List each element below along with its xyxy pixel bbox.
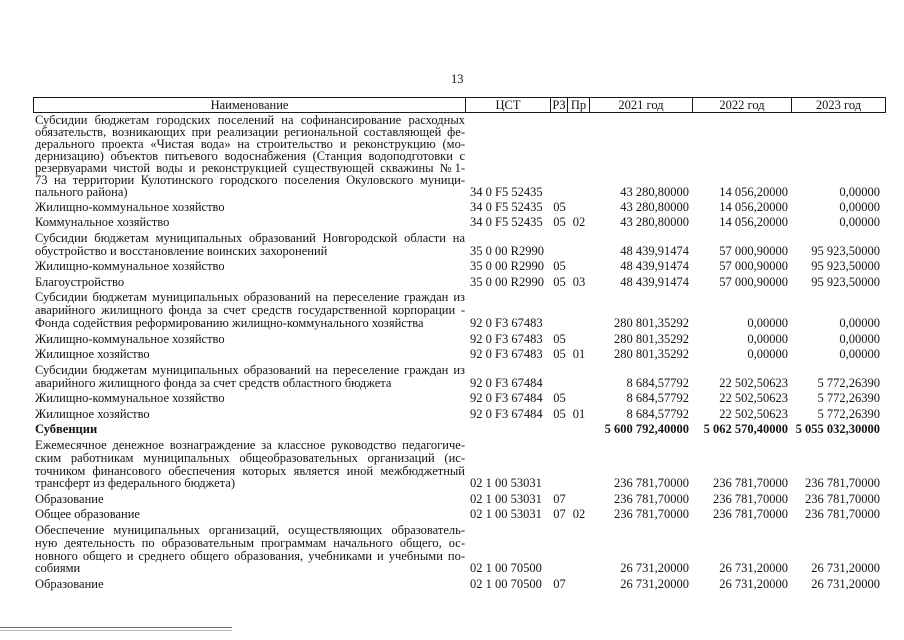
cst-code: 92 0 F3 67484 bbox=[470, 391, 543, 406]
table-row bbox=[34, 577, 886, 593]
rz-code: 07 bbox=[553, 577, 566, 591]
value-2022: 236 781,70000 bbox=[713, 491, 788, 506]
name-line: Обеспечение муниципальных организаций, осуществляющих образователь- bbox=[35, 523, 465, 538]
name-line: Коммунальное хозяйство bbox=[35, 215, 170, 230]
table-row bbox=[34, 215, 886, 231]
row-name bbox=[34, 276, 466, 289]
rz-code: 05 bbox=[553, 347, 566, 362]
value-2023: 5 772,26390 bbox=[817, 406, 880, 421]
name-line: аварийного жилищного фонда за счет средств областного бюджета bbox=[35, 375, 392, 390]
table-row bbox=[34, 362, 886, 390]
name-line: пального района) bbox=[35, 185, 128, 199]
value-2021: 8 684,57792 bbox=[626, 406, 689, 421]
pr-code: 01 bbox=[572, 406, 586, 421]
row-name bbox=[34, 364, 466, 390]
value-2021: 8 684,57792 bbox=[626, 391, 689, 406]
table-row bbox=[34, 113, 886, 199]
value-2021: 8 684,57792 bbox=[626, 375, 689, 390]
table-row bbox=[34, 438, 886, 492]
name-line: ским работникам муниципальных общеобразовательных организаций (ис- bbox=[35, 450, 465, 465]
value-2022: 5 062 570,40000 bbox=[703, 422, 788, 437]
value-2023: 5 772,26390 bbox=[817, 391, 880, 406]
name-line: аварийного жилищного фонда за счет средств государственной корпорации - bbox=[35, 303, 465, 318]
cst-code: 02 1 00 53031 bbox=[470, 476, 542, 491]
row-name bbox=[34, 201, 466, 214]
scan-edge-line bbox=[0, 630, 232, 631]
name-line: собиями bbox=[35, 561, 81, 576]
column-header-name: Наименование bbox=[34, 98, 466, 112]
row-name bbox=[34, 216, 466, 229]
name-line: Субсидии бюджетам муниципальных образований Новгородской области на bbox=[35, 230, 465, 245]
name-line: Образование bbox=[35, 577, 104, 591]
table-row bbox=[34, 199, 886, 215]
value-2023: 0,00000 bbox=[839, 347, 880, 362]
name-line: Жилищно-коммунальное хозяйство bbox=[35, 199, 225, 214]
rz-code: 05 bbox=[553, 199, 566, 214]
value-2021: 236 781,70000 bbox=[614, 507, 689, 522]
page-number: 13 bbox=[451, 72, 464, 86]
value-2021: 43 280,80000 bbox=[620, 185, 689, 199]
value-2022: 22 502,50623 bbox=[719, 406, 788, 421]
value-2022: 236 781,70000 bbox=[713, 476, 788, 491]
table-body bbox=[33, 113, 886, 592]
table-row bbox=[34, 275, 886, 291]
name-line: дерального проекта «Чистая вода» на строительство и реконструкцию (мо- bbox=[35, 137, 465, 151]
row-name bbox=[34, 493, 466, 506]
value-2021: 280 801,35292 bbox=[614, 347, 689, 362]
column-header-2022: 2022 год bbox=[693, 98, 792, 112]
value-2023: 236 781,70000 bbox=[805, 491, 880, 506]
value-2022: 57 000,90000 bbox=[719, 274, 788, 289]
value-2021: 280 801,35292 bbox=[614, 316, 689, 331]
name-line: Жилищное хозяйство bbox=[35, 347, 150, 362]
table-row bbox=[34, 523, 886, 577]
cst-code: 35 0 00 R2990 bbox=[470, 243, 544, 258]
value-2023: 0,00000 bbox=[839, 316, 880, 331]
value-2022: 57 000,90000 bbox=[719, 243, 788, 258]
value-2022: 0,00000 bbox=[747, 347, 788, 362]
rz-code: 07 bbox=[553, 491, 566, 506]
row-name bbox=[34, 392, 466, 405]
value-2022: 0,00000 bbox=[747, 331, 788, 346]
pr-code: 01 bbox=[572, 347, 586, 362]
cst-code: 92 0 F3 67484 bbox=[470, 406, 543, 421]
rz-code: 05 bbox=[553, 406, 566, 421]
row-name bbox=[34, 508, 466, 521]
row-name bbox=[34, 260, 466, 273]
value-2023: 26 731,20000 bbox=[811, 577, 880, 591]
column-header-cst: ЦСТ bbox=[466, 98, 551, 112]
name-line: Общее образование bbox=[35, 507, 140, 522]
name-line: Субсидии бюджетам муниципальных образований на переселение граждан из bbox=[35, 290, 465, 305]
cst-code: 92 0 F3 67484 bbox=[470, 375, 543, 390]
value-2023: 26 731,20000 bbox=[811, 561, 880, 576]
row-name bbox=[34, 232, 466, 258]
cst-code: 02 1 00 70500 bbox=[470, 577, 542, 591]
name-line: Субсидии бюджетам городских поселений на софинансирование расходных bbox=[35, 113, 465, 127]
section-total-row bbox=[34, 422, 886, 438]
value-2021: 236 781,70000 bbox=[614, 491, 689, 506]
rz-code: 05 bbox=[553, 391, 566, 406]
rz-code: 05 bbox=[553, 259, 566, 274]
pr-code: 02 bbox=[572, 507, 586, 522]
value-2022: 0,00000 bbox=[747, 316, 788, 331]
value-2022: 22 502,50623 bbox=[719, 391, 788, 406]
cst-code: 02 1 00 70500 bbox=[470, 561, 542, 576]
pr-code: 02 bbox=[572, 215, 586, 230]
name-line: Жилищное хозяйство bbox=[35, 406, 150, 421]
row-name bbox=[34, 439, 466, 490]
name-line: трансферт из федерального бюджета) bbox=[35, 476, 236, 491]
table-row bbox=[34, 290, 886, 331]
table-row bbox=[34, 231, 886, 259]
pr-code: 03 bbox=[572, 274, 586, 289]
value-2021: 43 280,80000 bbox=[620, 199, 689, 214]
value-2021: 43 280,80000 bbox=[620, 215, 689, 230]
value-2021: 26 731,20000 bbox=[620, 561, 689, 576]
name-line: Благоустройство bbox=[35, 274, 125, 289]
value-2022: 57 000,90000 bbox=[719, 259, 788, 274]
name-line: точником финансового обеспечения которых является иной межбюджетный bbox=[35, 463, 465, 478]
row-name bbox=[34, 348, 466, 361]
value-2021: 48 439,91474 bbox=[620, 259, 689, 274]
column-header-2023: 2023 год bbox=[792, 98, 886, 112]
row-name bbox=[34, 408, 466, 421]
row-name bbox=[34, 423, 466, 436]
name-line: ную деятельность по образовательным программам начального общего, ос- bbox=[35, 535, 465, 550]
cst-code: 35 0 00 R2990 bbox=[470, 259, 544, 274]
value-2023: 95 923,50000 bbox=[811, 274, 880, 289]
value-2022: 26 731,20000 bbox=[719, 577, 788, 591]
cst-code: 02 1 00 53031 bbox=[470, 507, 542, 522]
value-2022: 14 056,20000 bbox=[719, 185, 788, 199]
name-line: Жилищно-коммунальное хозяйство bbox=[35, 391, 225, 406]
row-name bbox=[34, 524, 466, 575]
row-name bbox=[34, 578, 466, 591]
row-name bbox=[34, 114, 466, 198]
value-2023: 0,00000 bbox=[839, 331, 880, 346]
cst-code: 34 0 F5 52435 bbox=[470, 185, 543, 199]
table-row bbox=[34, 507, 886, 523]
table-row bbox=[34, 406, 886, 422]
column-header-rz: РЗ bbox=[551, 98, 568, 112]
value-2021: 48 439,91474 bbox=[620, 274, 689, 289]
value-2023: 5 055 032,30000 bbox=[795, 422, 880, 437]
value-2023: 0,00000 bbox=[839, 199, 880, 214]
value-2022: 22 502,50623 bbox=[719, 375, 788, 390]
value-2023: 0,00000 bbox=[839, 215, 880, 230]
rz-code: 05 bbox=[553, 331, 566, 346]
cst-code: 92 0 F3 67483 bbox=[470, 316, 543, 331]
value-2023: 0,00000 bbox=[839, 185, 880, 199]
value-2022: 236 781,70000 bbox=[713, 507, 788, 522]
scan-edge-line bbox=[0, 627, 232, 628]
name-line: резервуарами чистой воды и реконструкцией существующей скважины №1- bbox=[35, 161, 465, 175]
name-line: Фонда содействия реформированию жилищно-коммунального хозяйства bbox=[35, 316, 424, 331]
name-line: обязательств, возникающих при реализации региональной составляющей фе- bbox=[35, 125, 465, 139]
name-line: обустройство и восстановление воинских захоронений bbox=[35, 243, 328, 258]
value-2022: 26 731,20000 bbox=[719, 561, 788, 576]
cst-code: 02 1 00 53031 bbox=[470, 491, 542, 506]
table-row bbox=[34, 491, 886, 507]
value-2021: 5 600 792,40000 bbox=[604, 422, 689, 437]
value-2023: 95 923,50000 bbox=[811, 259, 880, 274]
cst-code: 35 0 00 R2990 bbox=[470, 274, 544, 289]
cst-code: 92 0 F3 67483 bbox=[470, 347, 543, 362]
column-header-pr: Пр bbox=[568, 98, 590, 112]
value-2023: 5 772,26390 bbox=[817, 375, 880, 390]
row-name bbox=[34, 291, 466, 329]
value-2021: 26 731,20000 bbox=[620, 577, 689, 591]
value-2021: 280 801,35292 bbox=[614, 331, 689, 346]
name-line: Образование bbox=[35, 491, 104, 506]
value-2021: 236 781,70000 bbox=[614, 476, 689, 491]
value-2023: 95 923,50000 bbox=[811, 243, 880, 258]
rz-code: 05 bbox=[553, 215, 566, 230]
table-row bbox=[34, 259, 886, 275]
cst-code: 92 0 F3 67483 bbox=[470, 331, 543, 346]
rz-code: 05 bbox=[553, 274, 566, 289]
cst-code: 34 0 F5 52435 bbox=[470, 215, 543, 230]
name-line: Ежемесячное денежное вознаграждение за классное руководство педагогиче- bbox=[35, 437, 465, 452]
value-2023: 236 781,70000 bbox=[805, 507, 880, 522]
cst-code: 34 0 F5 52435 bbox=[470, 199, 543, 214]
name-line: дернизацию) объектов питьевого водоснабжения (Станция водоподготовки с bbox=[35, 149, 465, 163]
column-header-2021: 2021 год bbox=[590, 98, 693, 112]
name-line: Субсидии бюджетам муниципальных образований на переселение граждан из bbox=[35, 362, 465, 377]
rz-code: 07 bbox=[553, 507, 566, 522]
row-name bbox=[34, 333, 466, 346]
name-line: Жилищно-коммунальное хозяйство bbox=[35, 259, 225, 274]
name-line: новного общего и среднего общего образования, учебниками и учебными по- bbox=[35, 548, 465, 563]
table-row bbox=[34, 331, 886, 347]
value-2022: 14 056,20000 bbox=[719, 215, 788, 230]
value-2023: 236 781,70000 bbox=[805, 476, 880, 491]
table-header bbox=[33, 97, 886, 113]
table-row bbox=[34, 391, 886, 407]
name-line: Субвенции bbox=[35, 422, 98, 437]
table-row bbox=[34, 347, 886, 363]
value-2022: 14 056,20000 bbox=[719, 199, 788, 214]
value-2021: 48 439,91474 bbox=[620, 243, 689, 258]
name-line: Жилищно-коммунальное хозяйство bbox=[35, 331, 225, 346]
name-line: 73 на территории Кулотинского городского поселения Окуловского муници- bbox=[35, 173, 465, 187]
